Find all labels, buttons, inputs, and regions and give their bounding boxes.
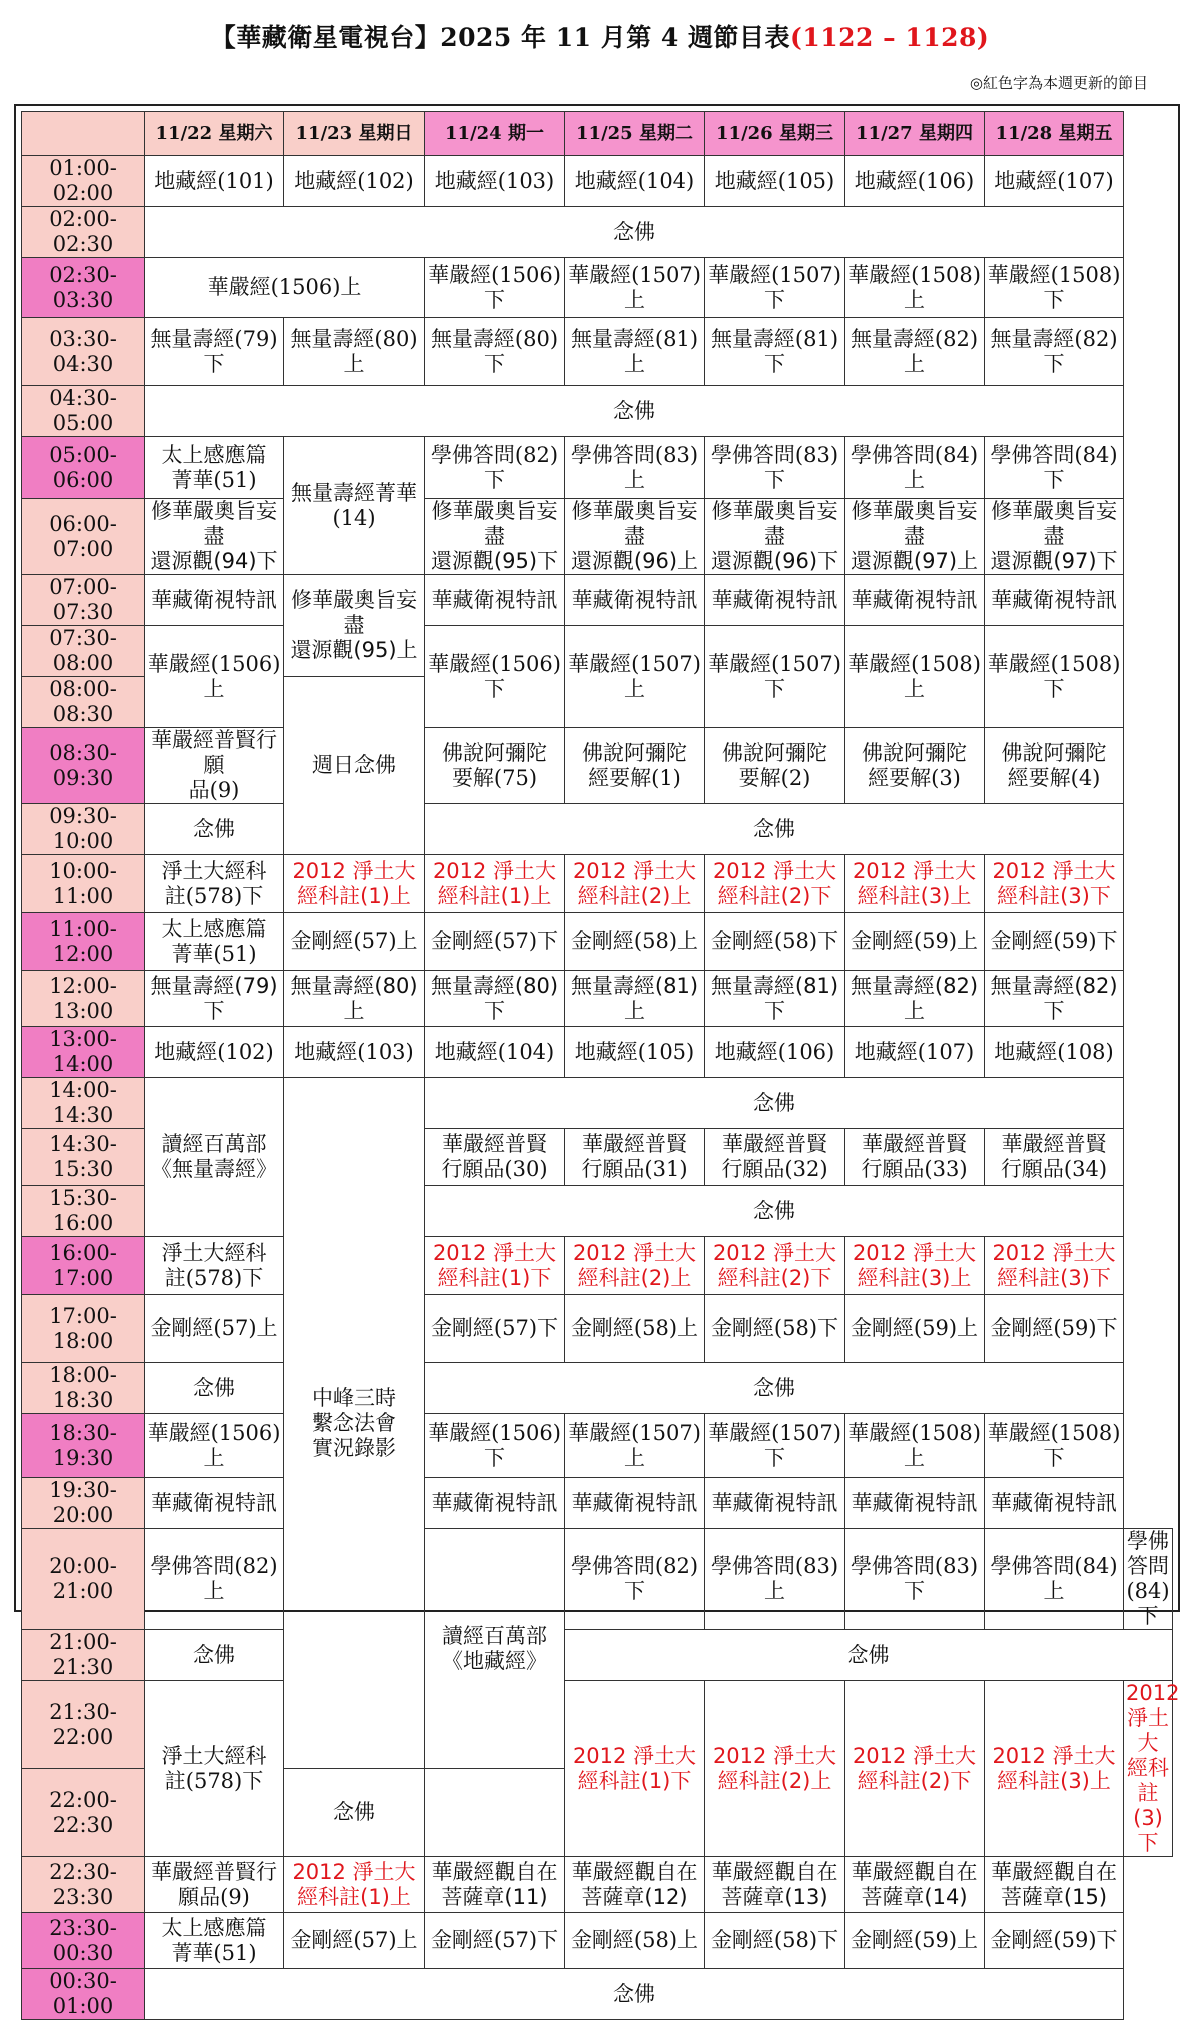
time-slot: 23:30-00:30 [22, 1913, 145, 1969]
program-cell: 金剛經(59)上 [845, 913, 985, 971]
program-cell: 地藏經(102) [145, 1027, 284, 1078]
program-cell: 讀經百萬部 《無量壽經》 [145, 1078, 284, 1237]
program-cell: 金剛經(57)上 [284, 913, 425, 971]
program-cell: 無量壽經(82) 下 [985, 318, 1124, 386]
program-cell-updated: 2012 淨土大 經科註(2)上 [705, 1681, 845, 1857]
table-row [22, 1630, 1173, 1681]
program-cell: 華嚴經(1507) 下 [705, 258, 845, 318]
program-cell: 華藏衛視特訊 [845, 1478, 985, 1529]
program-cell: 華嚴經(1506) 下 [425, 1414, 565, 1478]
table-row [22, 1969, 1173, 2020]
program-cell: 學佛答問(83) 上 [705, 1529, 845, 1630]
program-cell: 華嚴經普賢 行願品(34) [985, 1129, 1124, 1186]
program-cell: 淨土大經科 註(578)下 [145, 1237, 284, 1295]
time-slot: 00:30-01:00 [22, 1969, 145, 2020]
table-row [22, 1857, 1173, 1913]
program-cell: 金剛經(59)上 [845, 1913, 985, 1969]
program-cell: 華藏衛視特訊 [845, 575, 985, 626]
program-cell: 華藏衛視特訊 [425, 575, 565, 626]
program-cell: 地藏經(101) [145, 156, 284, 207]
time-slot: 14:00-14:30 [22, 1078, 145, 1129]
program-cell-updated: 2012 淨土大 經科註(3)上 [845, 855, 985, 913]
program-cell: 華嚴經(1508) 上 [845, 1414, 985, 1478]
program-cell-updated: 2012 淨土大 經科註(2)下 [705, 1237, 845, 1295]
time-slot: 13:00-14:00 [22, 1027, 145, 1078]
program-cell: 淨土大經科 註(578)下 [145, 1681, 284, 1857]
program-cell: 華嚴經(1508) 上 [845, 258, 985, 318]
program-cell: 修華嚴奧旨妄盡 還源觀(95)下 [425, 499, 565, 575]
program-cell: 無量壽經菁華 (14) [284, 437, 425, 575]
program-cell: 地藏經(106) [845, 156, 985, 207]
program-cell: 華嚴經觀自在 菩薩章(13) [705, 1857, 845, 1913]
program-cell: 華嚴經普賢 行願品(30) [425, 1129, 565, 1186]
time-slot: 21:00-21:30 [22, 1630, 145, 1681]
program-cell: 金剛經(57)下 [425, 1295, 565, 1363]
program-cell: 地藏經(105) [565, 1027, 705, 1078]
program-cell: 華藏衛視特訊 [565, 1478, 705, 1529]
legend-note: ◎紅色字為本週更新的節目 [969, 74, 1148, 92]
program-cell: 學佛答問(84) 下 [1124, 1529, 1173, 1630]
time-slot: 11:00-12:00 [22, 913, 145, 971]
program-cell: 華藏衛視特訊 [705, 1478, 845, 1529]
program-cell-updated: 2012 淨土大 經科註(3)上 [845, 1237, 985, 1295]
program-cell: 無量壽經(80) 下 [425, 318, 565, 386]
program-cell: 金剛經(59)下 [985, 913, 1124, 971]
table-row [22, 1414, 1173, 1478]
program-cell-updated: 2012 淨土大 經科註(1)下 [425, 1237, 565, 1295]
time-slot: 06:00-07:00 [22, 499, 145, 575]
program-cell: 華嚴經(1506) 上 [145, 626, 284, 728]
program-cell-updated: 2012 淨土大 經科註(2)上 [565, 855, 705, 913]
program-cell: 無量壽經(82) 上 [845, 318, 985, 386]
program-cell-updated: 2012 淨土大 經科註(3)上 [985, 1681, 1124, 1857]
table-row [22, 1478, 1173, 1529]
program-cell: 無量壽經(80) 上 [284, 971, 425, 1027]
program-cell: 華嚴經(1506) 上 [145, 1414, 284, 1478]
time-slot: 02:00-02:30 [22, 207, 145, 258]
program-cell: 金剛經(57)下 [425, 913, 565, 971]
program-cell: 無量壽經(79) 下 [145, 318, 284, 386]
program-cell: 修華嚴奧旨妄盡 還源觀(94)下 [145, 499, 284, 575]
table-row [22, 728, 1173, 804]
day-header: 11/22 星期六 [145, 112, 284, 156]
time-slot: 07:00-07:30 [22, 575, 145, 626]
program-cell: 念佛 [425, 1186, 1124, 1237]
time-slot: 07:30-08:00 [22, 626, 145, 677]
program-cell: 無量壽經(82) 上 [845, 971, 985, 1027]
program-cell-updated: 2012 淨土大 經科註(2)上 [565, 1237, 705, 1295]
program-cell: 學佛答問(83) 上 [565, 437, 705, 499]
table-row [22, 318, 1173, 386]
program-cell: 華嚴經(1507) 上 [565, 1414, 705, 1478]
day-header: 11/23 星期日 [284, 112, 425, 156]
program-cell: 金剛經(58)下 [705, 913, 845, 971]
program-cell-updated: 2012 淨土大 經科註(3)下 [985, 1237, 1124, 1295]
title-date-range: (1122 – 1128) [790, 23, 990, 52]
program-cell: 華藏衛視特訊 [145, 1478, 284, 1529]
time-slot: 22:00-22:30 [22, 1769, 145, 1857]
table-row [22, 499, 1173, 575]
program-cell: 念佛 [145, 386, 1124, 437]
program-cell-updated: 2012 淨土大 經科註(1)上 [284, 855, 425, 913]
program-cell: 佛說阿彌陀 經要解(4) [985, 728, 1124, 804]
program-cell: 地藏經(103) [425, 156, 565, 207]
time-slot: 19:30-20:00 [22, 1478, 145, 1529]
program-cell: 金剛經(59)下 [985, 1295, 1124, 1363]
program-cell: 無量壽經(79) 下 [145, 971, 284, 1027]
title-main: 【華藏衛星電視台】2025 年 11 月第 4 週節目表 [210, 23, 791, 52]
time-slot: 10:00-11:00 [22, 855, 145, 913]
program-cell: 華藏衛視特訊 [145, 575, 284, 626]
program-cell: 太上感應篇 菁華(51) [145, 1913, 284, 1969]
time-slot: 01:00-02:00 [22, 156, 145, 207]
table-row [22, 626, 1173, 677]
program-cell: 華嚴經觀自在 菩薩章(15) [985, 1857, 1124, 1913]
program-cell: 學佛答問(82) 下 [425, 437, 565, 499]
program-cell: 中峰三時 繫念法會 實況錄影 [284, 1078, 425, 1769]
program-cell: 地藏經(106) [705, 1027, 845, 1078]
program-cell: 華嚴經(1506)上 [145, 258, 425, 318]
table-row [22, 1529, 1173, 1630]
program-cell: 無量壽經(80) 下 [425, 971, 565, 1027]
program-cell: 華嚴經(1507) 上 [565, 258, 705, 318]
program-cell: 華藏衛視特訊 [565, 575, 705, 626]
program-cell: 華嚴經普賢行願 品(9) [145, 728, 284, 804]
table-row [22, 1237, 1173, 1295]
program-cell: 週日念佛 [284, 677, 425, 855]
program-cell: 地藏經(104) [565, 156, 705, 207]
program-cell: 華嚴經普賢 行願品(33) [845, 1129, 985, 1186]
program-cell: 學佛答問(83) 下 [705, 437, 845, 499]
program-cell: 金剛經(59)上 [845, 1295, 985, 1363]
day-header: 11/28 星期五 [985, 112, 1124, 156]
program-cell: 金剛經(57)上 [145, 1295, 284, 1363]
program-cell: 太上感應篇 菁華(51) [145, 437, 284, 499]
program-cell: 念佛 [145, 1363, 284, 1414]
program-cell: 學佛答問(84) 下 [985, 437, 1124, 499]
program-cell: 華藏衛視特訊 [985, 575, 1124, 626]
program-cell: 華嚴經觀自在 菩薩章(11) [425, 1857, 565, 1913]
program-cell: 學佛答問(84) 上 [985, 1529, 1124, 1630]
header-row [22, 112, 1173, 156]
program-cell: 念佛 [145, 804, 284, 855]
time-slot: 21:30-22:00 [22, 1681, 145, 1769]
program-cell: 金剛經(58)下 [705, 1913, 845, 1969]
table-row [22, 1295, 1173, 1363]
time-slot: 02:30-03:30 [22, 258, 145, 318]
program-cell-updated: 2012 淨土大 經科註(3)下 [1124, 1681, 1173, 1857]
program-cell-updated: 2012 淨土大 經科註(1)上 [425, 855, 565, 913]
day-header: 11/26 星期三 [705, 112, 845, 156]
program-cell: 地藏經(107) [985, 156, 1124, 207]
time-slot: 16:00-17:00 [22, 1237, 145, 1295]
program-cell: 地藏經(103) [284, 1027, 425, 1078]
time-slot: 20:00-21:00 [22, 1529, 145, 1630]
program-cell: 念佛 [145, 207, 1124, 258]
program-cell: 華嚴經觀自在 菩薩章(14) [845, 1857, 985, 1913]
program-cell: 念佛 [425, 804, 1124, 855]
table-row [22, 437, 1173, 499]
program-cell: 修華嚴奧旨妄盡 還源觀(96)上 [565, 499, 705, 575]
table-row [22, 207, 1173, 258]
table-row [22, 971, 1173, 1027]
program-cell: 修華嚴奧旨妄盡 還源觀(97)上 [845, 499, 985, 575]
time-slot: 03:30-04:30 [22, 318, 145, 386]
page-title [0, 18, 1200, 54]
time-slot: 04:30-05:00 [22, 386, 145, 437]
program-cell: 華藏衛視特訊 [705, 575, 845, 626]
program-cell: 金剛經(58)下 [705, 1295, 845, 1363]
time-slot: 08:00-08:30 [22, 677, 145, 728]
table-row [22, 575, 1173, 626]
time-slot: 08:30-09:30 [22, 728, 145, 804]
day-header: 11/24 期一 [425, 112, 565, 156]
time-slot: 09:30-10:00 [22, 804, 145, 855]
program-cell: 華嚴經(1507) 下 [705, 1414, 845, 1478]
program-cell-updated: 2012 淨土大 經科註(2)下 [845, 1681, 985, 1857]
table-row [22, 156, 1173, 207]
program-cell: 念佛 [145, 1630, 284, 1681]
program-cell: 金剛經(58)上 [565, 1295, 705, 1363]
program-cell: 華嚴經觀自在 菩薩章(12) [565, 1857, 705, 1913]
day-header: 11/25 星期二 [565, 112, 705, 156]
time-slot: 18:30-19:30 [22, 1414, 145, 1478]
program-cell: 華嚴經(1508) 下 [985, 1414, 1124, 1478]
program-cell: 佛說阿彌陀 要解(2) [705, 728, 845, 804]
table-row [22, 1363, 1173, 1414]
time-slot: 17:00-18:00 [22, 1295, 145, 1363]
time-slot: 15:30-16:00 [22, 1186, 145, 1237]
time-slot: 14:30-15:30 [22, 1129, 145, 1186]
program-cell: 念佛 [425, 1078, 1124, 1129]
program-cell: 華嚴經(1507) 上 [565, 626, 705, 728]
program-cell-updated: 2012 淨土大 經科註(1)下 [565, 1681, 705, 1857]
table-row [22, 913, 1173, 971]
program-cell: 無量壽經(80) 上 [284, 318, 425, 386]
program-cell: 學佛答問(84) 上 [845, 437, 985, 499]
program-cell: 地藏經(105) [705, 156, 845, 207]
program-cell: 地藏經(107) [845, 1027, 985, 1078]
program-cell: 金剛經(58)上 [565, 1913, 705, 1969]
program-cell: 華藏衛視特訊 [985, 1478, 1124, 1529]
program-cell-updated: 2012 淨土大 經科註(3)下 [985, 855, 1124, 913]
program-cell: 金剛經(59)下 [985, 1913, 1124, 1969]
day-header: 11/27 星期四 [845, 112, 985, 156]
program-cell: 華嚴經(1508) 上 [845, 626, 985, 728]
table-row [22, 1027, 1173, 1078]
program-cell: 念佛 [284, 1769, 425, 1857]
program-cell: 佛說阿彌陀 經要解(1) [565, 728, 705, 804]
program-cell: 讀經百萬部 《地藏經》 [425, 1529, 565, 1769]
program-cell: 修華嚴奧旨妄盡 還源觀(97)下 [985, 499, 1124, 575]
program-cell: 華嚴經(1508) 下 [985, 626, 1124, 728]
table-row [22, 258, 1173, 318]
program-cell-updated: 2012 淨土大 經科註(2)下 [705, 855, 845, 913]
program-cell: 學佛答問(82) 上 [145, 1529, 284, 1630]
program-cell: 地藏經(108) [985, 1027, 1124, 1078]
program-cell: 華嚴經(1507) 下 [705, 626, 845, 728]
corner-cell [22, 112, 145, 156]
program-cell: 華藏衛視特訊 [425, 1478, 565, 1529]
program-cell: 華嚴經普賢 行願品(32) [705, 1129, 845, 1186]
program-cell: 華嚴經(1506) 下 [425, 626, 565, 728]
program-cell: 華嚴經普賢行 願品(9) [145, 1857, 284, 1913]
time-slot: 12:00-13:00 [22, 971, 145, 1027]
program-cell: 無量壽經(81) 上 [565, 971, 705, 1027]
table-row [22, 855, 1173, 913]
program-cell: 金剛經(57)上 [284, 1913, 425, 1969]
program-cell: 地藏經(102) [284, 156, 425, 207]
program-cell: 無量壽經(81) 下 [705, 318, 845, 386]
table-row [22, 1078, 1173, 1129]
program-cell: 念佛 [145, 1969, 1124, 2020]
program-cell: 華嚴經(1508) 下 [985, 258, 1124, 318]
program-cell: 修華嚴奧旨妄盡 還源觀(95)上 [284, 575, 425, 677]
schedule-table [21, 111, 1180, 2020]
program-cell: 佛說阿彌陀 要解(75) [425, 728, 565, 804]
program-cell: 華嚴經(1506) 下 [425, 258, 565, 318]
program-cell: 無量壽經(82) 下 [985, 971, 1124, 1027]
table-row [22, 804, 1173, 855]
program-cell: 華嚴經普賢 行願品(31) [565, 1129, 705, 1186]
table-row [22, 386, 1173, 437]
program-cell: 淨土大經科 註(578)下 [145, 855, 284, 913]
program-cell: 念佛 [425, 1363, 1124, 1414]
program-cell: 金剛經(58)上 [565, 913, 705, 971]
time-slot: 05:00-06:00 [22, 437, 145, 499]
program-cell: 修華嚴奧旨妄盡 還源觀(96)下 [705, 499, 845, 575]
program-cell: 無量壽經(81) 上 [565, 318, 705, 386]
program-cell: 佛說阿彌陀 經要解(3) [845, 728, 985, 804]
table-row [22, 1913, 1173, 1969]
program-cell: 太上感應篇 菁華(51) [145, 913, 284, 971]
program-cell: 念佛 [565, 1630, 1173, 1681]
program-cell: 學佛答問(83) 下 [845, 1529, 985, 1630]
time-slot: 22:30-23:30 [22, 1857, 145, 1913]
table-row [22, 1681, 1173, 1769]
program-cell: 無量壽經(81) 下 [705, 971, 845, 1027]
program-cell: 地藏經(104) [425, 1027, 565, 1078]
program-cell: 金剛經(57)下 [425, 1913, 565, 1969]
program-cell-updated: 2012 淨土大 經科註(1)上 [284, 1857, 425, 1913]
time-slot: 18:00-18:30 [22, 1363, 145, 1414]
program-cell: 學佛答問(82) 下 [565, 1529, 705, 1630]
